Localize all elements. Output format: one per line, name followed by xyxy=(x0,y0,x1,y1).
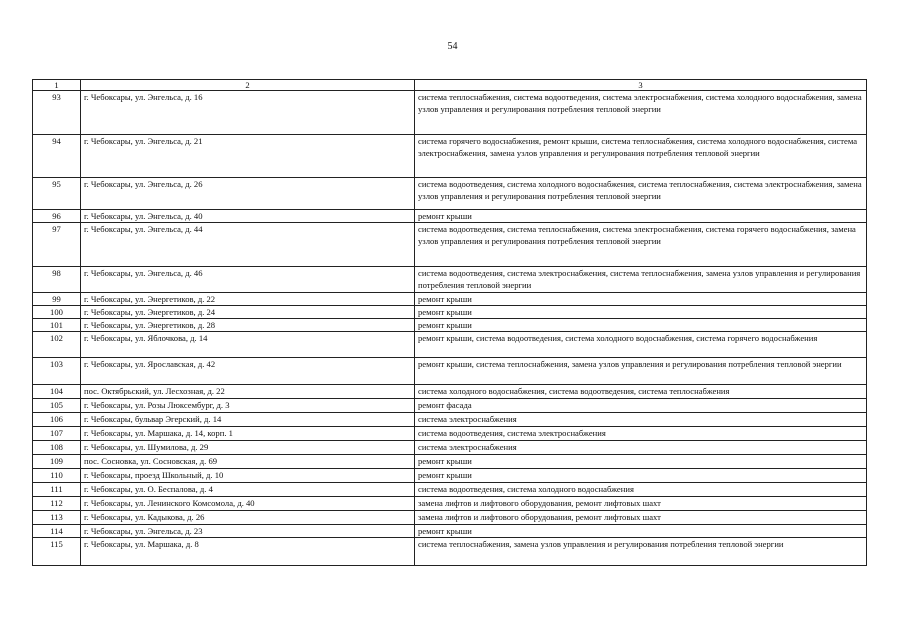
row-address: г. Чебоксары, ул. Ленинского Комсомола, д. 40 xyxy=(81,497,415,511)
row-number: 95 xyxy=(33,178,81,210)
table-header-row xyxy=(33,80,867,91)
row-works: ремонт крыши xyxy=(415,210,867,223)
table-row xyxy=(33,210,867,223)
row-address: г. Чебоксары, ул. Кадыкова, д. 26 xyxy=(81,511,415,525)
row-works: система теплоснабжения, замена узлов управления и регулирования потребления тепловой энергии xyxy=(415,538,867,566)
row-number: 99 xyxy=(33,293,81,306)
page-number: 54 xyxy=(447,41,458,52)
row-works: ремонт крыши xyxy=(415,319,867,332)
row-works: ремонт фасада xyxy=(415,399,867,413)
row-address: г. Чебоксары, ул. Энгельса, д. 26 xyxy=(81,178,415,210)
table-row xyxy=(33,385,867,399)
table-body xyxy=(33,80,867,566)
row-address: г. Чебоксары, ул. Энгельса, д. 23 xyxy=(81,525,415,538)
table-row xyxy=(33,91,867,135)
row-works: ремонт крыши xyxy=(415,455,867,469)
row-works: замена лифтов и лифтового оборудования, ремонт лифтовых шахт xyxy=(415,497,867,511)
row-works: ремонт крыши, система водоотведения, система холодного водоснабжения, система горячего водоснабжения xyxy=(415,332,867,358)
row-address: г. Чебоксары, ул. Ярославская, д. 42 xyxy=(81,358,415,385)
row-works: ремонт крыши, система теплоснабжения, замена узлов управления и регулирования потребления тепловой энергии xyxy=(415,358,867,385)
row-address: г. Чебоксары, ул. Маршака, д. 8 xyxy=(81,538,415,566)
row-address: г. Чебоксары, ул. Энгельса, д. 16 xyxy=(81,91,415,135)
table-row xyxy=(33,267,867,293)
table-row xyxy=(33,223,867,267)
row-works: система электроснабжения xyxy=(415,413,867,427)
row-number: 114 xyxy=(33,525,81,538)
row-works: система водоотведения, система холодного водоснабжения xyxy=(415,483,867,497)
row-address: г. Чебоксары, бульвар Эгерский, д. 14 xyxy=(81,413,415,427)
works-table xyxy=(32,79,867,566)
row-works: ремонт крыши xyxy=(415,469,867,483)
row-number: 102 xyxy=(33,332,81,358)
row-number: 107 xyxy=(33,427,81,441)
row-number: 100 xyxy=(33,306,81,319)
row-address: г. Чебоксары, ул. Шумилова, д. 29 xyxy=(81,441,415,455)
row-number: 103 xyxy=(33,358,81,385)
row-address: г. Чебоксары, ул. О. Беспалова, д. 4 xyxy=(81,483,415,497)
row-works: система водоотведения, система холодного водоснабжения, система теплоснабжения, система электроснабжения, замена узлов управления и регулирования потребления тепловой энергии xyxy=(415,178,867,210)
row-number: 109 xyxy=(33,455,81,469)
table-row xyxy=(33,525,867,538)
row-works: система холодного водоснабжения, система водоотведения, система теплоснабжения xyxy=(415,385,867,399)
table-row xyxy=(33,306,867,319)
row-works: система водоотведения, система электроснабжения, система теплоснабжения, замена узлов управления и регулирования потребления тепловой энергии xyxy=(415,267,867,293)
row-works: система теплоснабжения, система водоотведения, система электроснабжения, система холодного водоснабжения, замена узлов управления и регулирования потребления тепловой энергии xyxy=(415,91,867,135)
table-row xyxy=(33,538,867,566)
row-works: система горячего водоснабжения, ремонт крыши, система теплоснабжения, система холодного водоснабжения, система электроснабжения, замена узлов управления и регулирования потребления тепловой энергии xyxy=(415,135,867,178)
row-address: г. Чебоксары, ул. Энергетиков, д. 24 xyxy=(81,306,415,319)
row-number: 104 xyxy=(33,385,81,399)
row-number: 115 xyxy=(33,538,81,566)
row-address: г. Чебоксары, ул. Энергетиков, д. 28 xyxy=(81,319,415,332)
table-row xyxy=(33,469,867,483)
row-address: г. Чебоксары, ул. Маршака, д. 14, корп. 1 xyxy=(81,427,415,441)
row-number: 108 xyxy=(33,441,81,455)
table-row xyxy=(33,332,867,358)
row-address: г. Чебоксары, проезд Школьный, д. 10 xyxy=(81,469,415,483)
row-number: 93 xyxy=(33,91,81,135)
table-row xyxy=(33,511,867,525)
row-address: пос. Сосновка, ул. Сосновская, д. 69 xyxy=(81,455,415,469)
row-number: 101 xyxy=(33,319,81,332)
row-address: г. Чебоксары, ул. Энгельса, д. 46 xyxy=(81,267,415,293)
table-row xyxy=(33,483,867,497)
header-cell-1: 1 xyxy=(33,80,81,91)
header-cell-2: 2 xyxy=(81,80,415,91)
row-number: 97 xyxy=(33,223,81,267)
row-number: 94 xyxy=(33,135,81,178)
table-row xyxy=(33,399,867,413)
row-number: 111 xyxy=(33,483,81,497)
row-address: г. Чебоксары, ул. Яблочкова, д. 14 xyxy=(81,332,415,358)
row-address: г. Чебоксары, ул. Энергетиков, д. 22 xyxy=(81,293,415,306)
row-address: г. Чебоксары, ул. Розы Люксембург, д. 3 xyxy=(81,399,415,413)
row-works: ремонт крыши xyxy=(415,525,867,538)
table-row xyxy=(33,455,867,469)
table-row xyxy=(33,358,867,385)
row-number: 112 xyxy=(33,497,81,511)
table-row xyxy=(33,178,867,210)
row-number: 98 xyxy=(33,267,81,293)
table-row xyxy=(33,427,867,441)
row-address: г. Чебоксары, ул. Энгельса, д. 44 xyxy=(81,223,415,267)
header-cell-3: 3 xyxy=(415,80,867,91)
row-address: г. Чебоксары, ул. Энгельса, д. 40 xyxy=(81,210,415,223)
row-works: система электроснабжения xyxy=(415,441,867,455)
table-row xyxy=(33,497,867,511)
row-number: 106 xyxy=(33,413,81,427)
row-works: ремонт крыши xyxy=(415,306,867,319)
row-works: система водоотведения, система теплоснабжения, система электроснабжения, система горячего водоснабжения, замена узлов управления и регулирования потребления тепловой энергии xyxy=(415,223,867,267)
table-row xyxy=(33,293,867,306)
row-address: пос. Октябрьский, ул. Лесхозная, д. 22 xyxy=(81,385,415,399)
row-address: г. Чебоксары, ул. Энгельса, д. 21 xyxy=(81,135,415,178)
row-works: замена лифтов и лифтового оборудования, ремонт лифтовых шахт xyxy=(415,511,867,525)
table-row xyxy=(33,441,867,455)
row-works: система водоотведения, система электроснабжения xyxy=(415,427,867,441)
row-number: 113 xyxy=(33,511,81,525)
row-number: 110 xyxy=(33,469,81,483)
table-row xyxy=(33,413,867,427)
table-row xyxy=(33,319,867,332)
row-number: 105 xyxy=(33,399,81,413)
row-works: ремонт крыши xyxy=(415,293,867,306)
table-row xyxy=(33,135,867,178)
row-number: 96 xyxy=(33,210,81,223)
